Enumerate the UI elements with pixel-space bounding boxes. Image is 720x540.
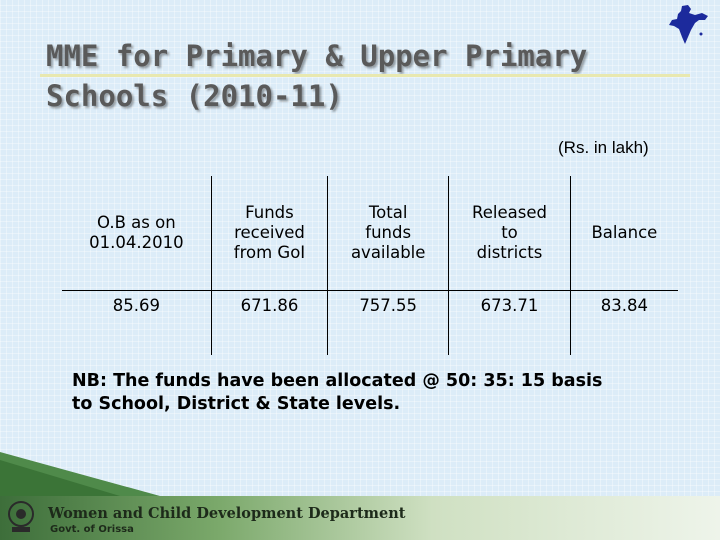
header-ob: O.B as on 01.04.2010 [62,176,211,291]
funds-table [62,176,678,355]
state-emblem-icon [4,500,38,536]
title-line-2: Schools (2010-11) [46,79,343,113]
allocation-note: NB: The funds have been allocated @ 50: 35: 15 basis to School, District & State levels. [72,371,603,414]
header-total-funds: Total funds available [328,176,449,291]
footer-department: Women and Child Development Department [48,505,406,522]
title-line-1: MME for Primary & Upper Primary [46,39,588,73]
table-header-row [62,176,678,291]
value-balance: 83.84 [570,291,678,356]
value-released: 673.71 [449,291,571,356]
footer-government: Govt. of Orissa [50,524,134,535]
value-total-funds: 757.55 [328,291,449,356]
value-ob: 85.69 [112,295,160,315]
india-map-icon [664,4,710,46]
unit-note: (Rs. in lakh) [558,138,649,157]
header-funds-received: Funds received from GoI [211,176,327,291]
title-underline [40,74,690,77]
header-balance: Balance [570,176,678,291]
footer-wedge [0,452,160,496]
value-funds-received: 671.86 [211,291,327,356]
header-released: Released to districts [449,176,571,291]
table-row [62,291,678,356]
